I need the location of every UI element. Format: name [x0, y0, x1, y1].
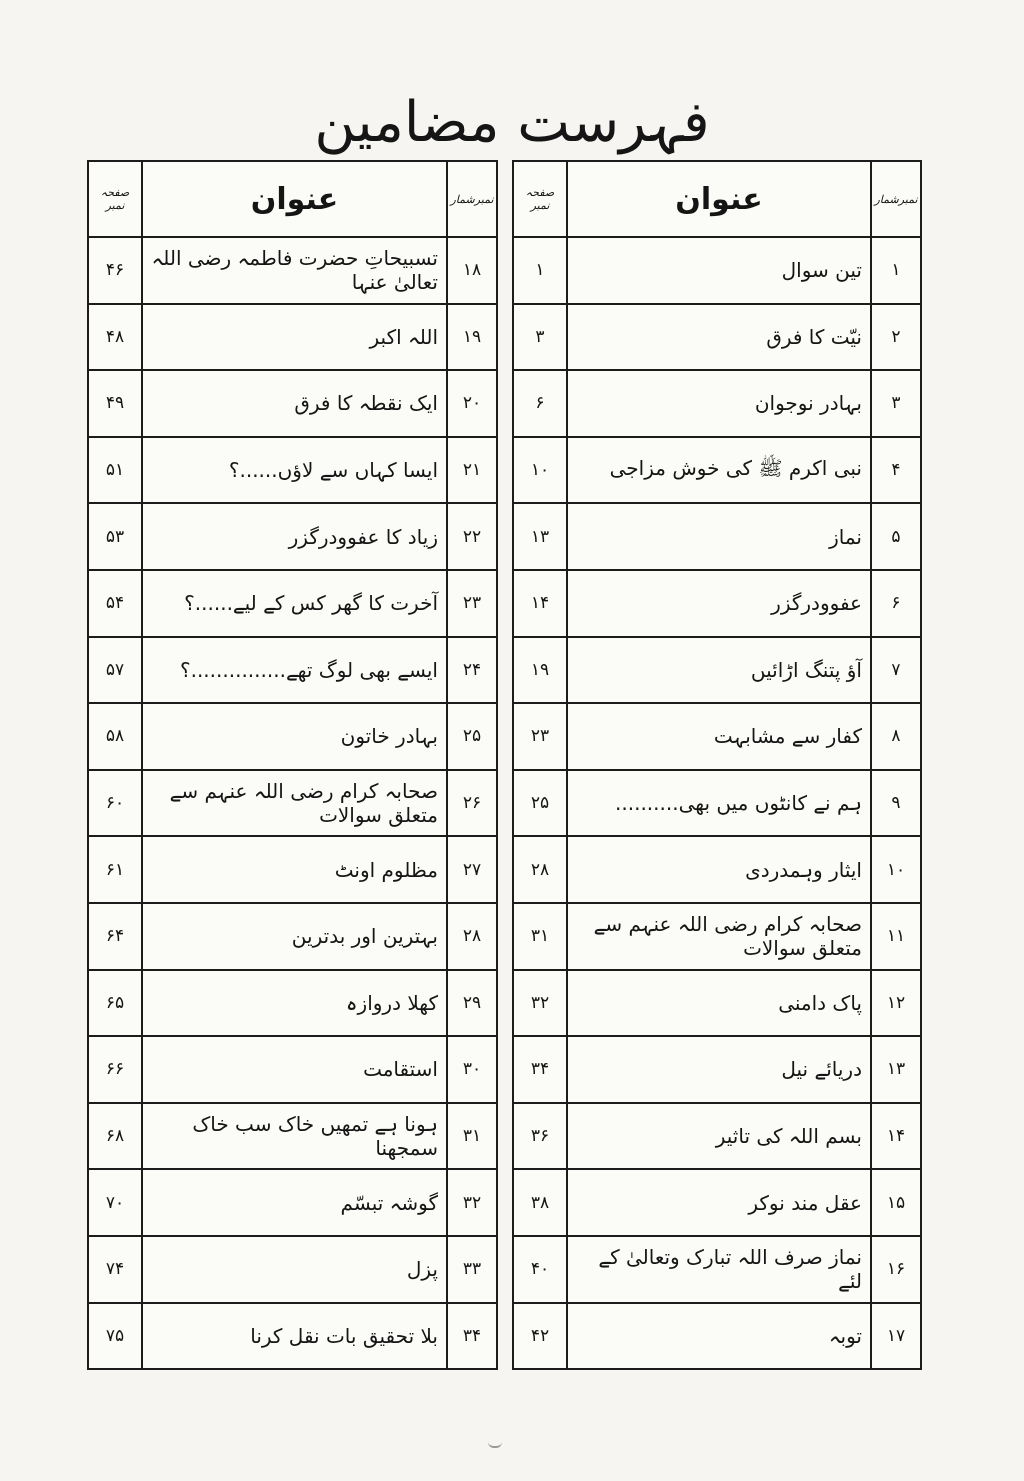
table-row: [88, 1236, 497, 1303]
table-row: [88, 1303, 497, 1370]
page-number-cell: ۶۶: [88, 1036, 142, 1103]
table-row: [513, 1036, 921, 1103]
serial-number-cell: ۵: [871, 503, 921, 570]
serial-number-cell: ۷: [871, 637, 921, 704]
heading-cell: ہم نے کانٹوں میں بھی..........: [567, 770, 871, 837]
heading-cell: آؤ پتنگ اڑائیں: [567, 637, 871, 704]
serial-number-cell: ۳۱: [447, 1103, 497, 1170]
page-number-cell: ۱۹: [513, 637, 567, 704]
page-number-cell: ۷۰: [88, 1169, 142, 1236]
page-number-cell: ۴۰: [513, 1236, 567, 1303]
serial-number-cell: ۳: [871, 370, 921, 437]
serial-number-cell: ۳۰: [447, 1036, 497, 1103]
heading-cell: ایثار وہمدردی: [567, 836, 871, 903]
serial-number-cell: ۳۳: [447, 1236, 497, 1303]
heading-cell: گوشہ تبسّم: [142, 1169, 447, 1236]
page-number-cell: ۳۸: [513, 1169, 567, 1236]
table-row: [88, 637, 497, 704]
table-row: [88, 370, 497, 437]
serial-number-cell: ۱۵: [871, 1169, 921, 1236]
heading-cell: اللہ اکبر: [142, 304, 447, 371]
heading-cell: عقل مند نوکر: [567, 1169, 871, 1236]
serial-number-header: نمبرشمار: [871, 161, 921, 237]
serial-number-cell: ۲۰: [447, 370, 497, 437]
table-row: [88, 1103, 497, 1170]
page-number-cell: ۵۱: [88, 437, 142, 504]
serial-number-cell: ۲۷: [447, 836, 497, 903]
serial-number-cell: ۹: [871, 770, 921, 837]
table-row: [513, 970, 921, 1037]
page-number-cell: ۳۲: [513, 970, 567, 1037]
heading-cell: ہونا ہے تمھیں خاک سب خاک سمجھنا: [142, 1103, 447, 1170]
contents-rows-left: [88, 237, 497, 1369]
page-number-cell: ۱۳: [513, 503, 567, 570]
heading-cell: بلا تحقیق بات نقل کرنا: [142, 1303, 447, 1370]
table-row: [513, 570, 921, 637]
heading-cell: ایسے بھی لوگ تھے...............؟: [142, 637, 447, 704]
header-row: [513, 161, 921, 237]
heading-cell: زیاد کا عفوودرگزر: [142, 503, 447, 570]
table-row: [88, 1169, 497, 1236]
table-row: [513, 1169, 921, 1236]
page-number-cell: ۶: [513, 370, 567, 437]
serial-number-cell: ۲: [871, 304, 921, 371]
page-number-cell: ۳۱: [513, 903, 567, 970]
table-row: [513, 503, 921, 570]
heading-cell: صحابہ کرام رضی اللہ عنہم سے متعلق سوالات: [567, 903, 871, 970]
heading-cell: صحابہ کرام رضی اللہ عنہم سے متعلق سوالات: [142, 770, 447, 837]
serial-number-cell: ۲۵: [447, 703, 497, 770]
page-number-header: صفحہ نمبر: [88, 161, 142, 237]
page-title: فہرست مضامین: [314, 90, 710, 155]
page-number-cell: ۳۴: [513, 1036, 567, 1103]
page-number-cell: ۵۴: [88, 570, 142, 637]
serial-number-cell: ۴: [871, 437, 921, 504]
serial-number-cell: ۲۱: [447, 437, 497, 504]
table-row: [88, 437, 497, 504]
serial-number-cell: ۲۴: [447, 637, 497, 704]
heading-cell: پزل: [142, 1236, 447, 1303]
table-row: [513, 637, 921, 704]
table-row: [513, 703, 921, 770]
heading-cell: پاک دامنی: [567, 970, 871, 1037]
heading-cell: استقامت: [142, 1036, 447, 1103]
page-number-cell: ۳۶: [513, 1103, 567, 1170]
heading-cell: بہادر نوجوان: [567, 370, 871, 437]
serial-number-cell: ۱۰: [871, 836, 921, 903]
serial-number-cell: ۶: [871, 570, 921, 637]
table-row: [88, 903, 497, 970]
table-row: [88, 970, 497, 1037]
serial-number-cell: ۱۷: [871, 1303, 921, 1370]
heading-cell: ایک نقطہ کا فرق: [142, 370, 447, 437]
serial-number-cell: ۱۸: [447, 237, 497, 304]
serial-number-cell: ۲۶: [447, 770, 497, 837]
heading-cell: نیّت کا فرق: [567, 304, 871, 371]
page-number-cell: ۴۶: [88, 237, 142, 304]
page-number-cell: ۶۴: [88, 903, 142, 970]
page-number-cell: ۴۲: [513, 1303, 567, 1370]
page-number-cell: ۱: [513, 237, 567, 304]
heading-cell: بسم اللہ کی تاثیر: [567, 1103, 871, 1170]
page-number-cell: ۵۷: [88, 637, 142, 704]
page-number-cell: ۵۸: [88, 703, 142, 770]
table-row: [513, 370, 921, 437]
page-number-cell: ۲۸: [513, 836, 567, 903]
serial-number-cell: ۲۲: [447, 503, 497, 570]
page-number-cell: ۷۵: [88, 1303, 142, 1370]
table-row: [513, 770, 921, 837]
table-row: [513, 1303, 921, 1370]
serial-number-cell: ۱۴: [871, 1103, 921, 1170]
page-number-cell: ۱۴: [513, 570, 567, 637]
contents-table-right: [512, 160, 922, 1370]
serial-number-cell: ۲۹: [447, 970, 497, 1037]
table-row: [513, 903, 921, 970]
table-row: [513, 1236, 921, 1303]
heading-cell: کھلا دروازہ: [142, 970, 447, 1037]
heading-cell: بہادر خاتون: [142, 703, 447, 770]
page-number-header: صفحہ نمبر: [513, 161, 567, 237]
page-number-cell: ۵۳: [88, 503, 142, 570]
heading-cell: نبی اکرم ﷺ کی خوش مزاجی: [567, 437, 871, 504]
page-number-cell: ۶۵: [88, 970, 142, 1037]
heading-cell: تین سوال: [567, 237, 871, 304]
heading-cell: نماز صرف اللہ تبارک وتعالیٰ کے لئے: [567, 1236, 871, 1303]
page-number-cell: ۴۹: [88, 370, 142, 437]
page-number-cell: ۶۱: [88, 836, 142, 903]
serial-number-cell: ۱۳: [871, 1036, 921, 1103]
serial-number-cell: ۳۲: [447, 1169, 497, 1236]
heading-cell: ایسا کہاں سے لاؤں......؟: [142, 437, 447, 504]
heading-header: عنوان: [142, 161, 447, 237]
table-row: [513, 437, 921, 504]
table-row: [88, 1036, 497, 1103]
table-row: [513, 1103, 921, 1170]
heading-cell: عفوودرگزر: [567, 570, 871, 637]
table-row: [513, 836, 921, 903]
table-row: [88, 570, 497, 637]
heading-cell: کفار سے مشابہت: [567, 703, 871, 770]
table-row: [513, 304, 921, 371]
table-row: [88, 304, 497, 371]
serial-number-cell: ۱۹: [447, 304, 497, 371]
serial-number-cell: ۲۳: [447, 570, 497, 637]
heading-cell: تسبیحاتِ حضرت فاطمہ رضی اللہ تعالیٰ عنہا: [142, 237, 447, 304]
serial-number-cell: ۳۴: [447, 1303, 497, 1370]
serial-number-cell: ۲۸: [447, 903, 497, 970]
heading-cell: بہترین اور بدترین: [142, 903, 447, 970]
page-edge-mark: [488, 1440, 502, 1448]
table-row: [88, 503, 497, 570]
heading-cell: دریائے نیل: [567, 1036, 871, 1103]
contents-table-left: [87, 160, 498, 1370]
table-row: [88, 703, 497, 770]
serial-number-header: نمبرشمار: [447, 161, 497, 237]
heading-cell: آخرت کا گھر کس کے لیے......؟: [142, 570, 447, 637]
serial-number-cell: ۱۶: [871, 1236, 921, 1303]
page-number-cell: ۲۵: [513, 770, 567, 837]
table-row: [88, 770, 497, 837]
table-row: [88, 836, 497, 903]
page-number-cell: ۶۸: [88, 1103, 142, 1170]
heading-cell: مظلوم اونٹ: [142, 836, 447, 903]
serial-number-cell: ۱۲: [871, 970, 921, 1037]
serial-number-cell: ۱: [871, 237, 921, 304]
page-number-cell: ۴۸: [88, 304, 142, 371]
heading-cell: نماز: [567, 503, 871, 570]
page-number-cell: ۱۰: [513, 437, 567, 504]
heading-header: عنوان: [567, 161, 871, 237]
page-number-cell: ۷۴: [88, 1236, 142, 1303]
page-number-cell: ۳: [513, 304, 567, 371]
heading-cell: توبہ: [567, 1303, 871, 1370]
page-number-cell: ۲۳: [513, 703, 567, 770]
serial-number-cell: ۱۱: [871, 903, 921, 970]
table-row: [88, 237, 497, 304]
header-row: [88, 161, 497, 237]
serial-number-cell: ۸: [871, 703, 921, 770]
page-number-cell: ۶۰: [88, 770, 142, 837]
table-row: [513, 237, 921, 304]
contents-rows-right: [513, 237, 921, 1369]
